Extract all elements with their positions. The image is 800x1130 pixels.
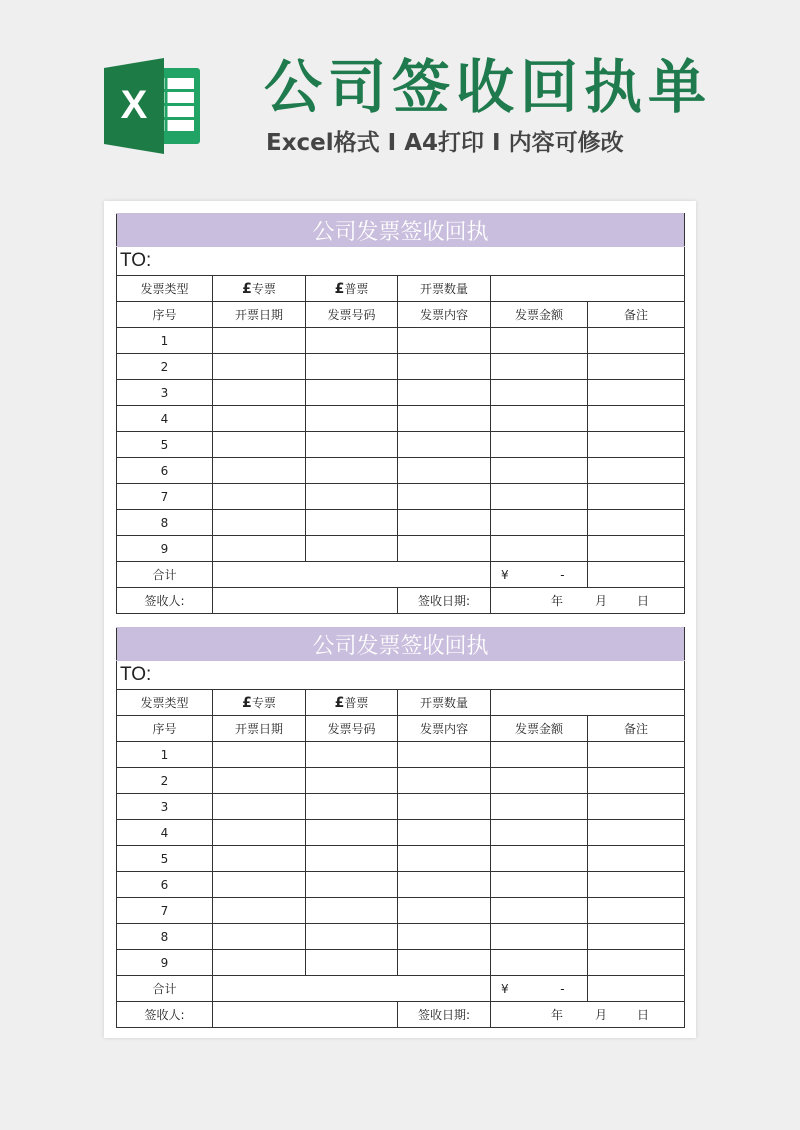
cell[interactable] <box>213 950 306 976</box>
row-number: 9 <box>117 950 213 976</box>
column-header: 发票金额 <box>491 302 588 328</box>
row-number: 4 <box>117 820 213 846</box>
cell[interactable] <box>213 768 306 794</box>
cell[interactable] <box>398 536 491 562</box>
total-blank <box>213 976 491 1002</box>
column-header: 开票日期 <box>213 716 306 742</box>
signature-row <box>117 1002 685 1028</box>
cell[interactable] <box>306 924 398 950</box>
form-title: 公司发票签收回执 <box>117 214 685 247</box>
table-row <box>117 742 685 768</box>
cell[interactable] <box>213 924 306 950</box>
invoice-type-label: 发票类型 <box>117 690 213 716</box>
cell[interactable] <box>398 794 491 820</box>
checkbox-icon[interactable]: £ <box>334 695 345 711</box>
cell[interactable] <box>588 354 685 380</box>
checkbox-icon[interactable]: £ <box>334 281 345 297</box>
cell[interactable] <box>491 510 588 536</box>
cell[interactable] <box>491 742 588 768</box>
receipt-form-1 <box>116 213 685 614</box>
cell[interactable] <box>398 742 491 768</box>
cell[interactable] <box>213 820 306 846</box>
total-label: 合计 <box>117 562 213 588</box>
cell[interactable] <box>306 406 398 432</box>
total-remark[interactable] <box>588 976 685 1002</box>
total-remark[interactable] <box>588 562 685 588</box>
cell[interactable] <box>306 872 398 898</box>
table-row <box>117 328 685 354</box>
row-number: 9 <box>117 536 213 562</box>
row-number: 7 <box>117 484 213 510</box>
row-number: 8 <box>117 510 213 536</box>
column-header: 发票内容 <box>398 302 491 328</box>
cell[interactable] <box>306 484 398 510</box>
cell[interactable] <box>588 406 685 432</box>
cell[interactable] <box>306 536 398 562</box>
cell[interactable] <box>398 898 491 924</box>
cell[interactable] <box>588 742 685 768</box>
total-amount[interactable]: ¥ - <box>491 976 588 1002</box>
cell[interactable] <box>491 898 588 924</box>
invoice-count-cell[interactable] <box>491 690 685 716</box>
table-row <box>117 872 685 898</box>
checkbox-icon[interactable]: £ <box>242 281 252 297</box>
cell[interactable] <box>588 820 685 846</box>
cell[interactable] <box>306 820 398 846</box>
cell[interactable] <box>306 432 398 458</box>
sign-date-field[interactable]: 年 月 日 <box>491 588 685 614</box>
cell[interactable] <box>491 458 588 484</box>
invoice-type-label: 发票类型 <box>117 276 213 302</box>
cell[interactable] <box>588 950 685 976</box>
cell[interactable] <box>306 328 398 354</box>
signer-label: 签收人: <box>117 1002 213 1028</box>
column-header: 序号 <box>117 716 213 742</box>
option-normal-invoice[interactable]: £普票 <box>306 276 398 302</box>
cell[interactable] <box>213 458 306 484</box>
page-title: 公司签收回执单 <box>264 53 713 121</box>
cell[interactable] <box>306 458 398 484</box>
cell[interactable] <box>491 354 588 380</box>
sign-date-label: 签收日期: <box>398 1002 491 1028</box>
table-row <box>117 484 685 510</box>
column-header: 备注 <box>588 302 685 328</box>
table-row <box>117 354 685 380</box>
invoice-count-label: 开票数量 <box>398 690 491 716</box>
cell[interactable] <box>588 768 685 794</box>
cell[interactable] <box>491 484 588 510</box>
cell[interactable] <box>306 846 398 872</box>
cell[interactable] <box>398 510 491 536</box>
row-number: 1 <box>117 328 213 354</box>
cell[interactable] <box>398 354 491 380</box>
invoice-count-label: 开票数量 <box>398 276 491 302</box>
table-row <box>117 794 685 820</box>
cell[interactable] <box>213 432 306 458</box>
cell[interactable] <box>213 872 306 898</box>
cell[interactable] <box>398 406 491 432</box>
cell[interactable] <box>213 484 306 510</box>
table-row <box>117 458 685 484</box>
sign-date-label: 签收日期: <box>398 588 491 614</box>
checkbox-icon[interactable]: £ <box>242 695 252 711</box>
table-row <box>117 380 685 406</box>
option-special-invoice[interactable]: £专票 <box>213 690 306 716</box>
cell[interactable] <box>398 328 491 354</box>
table-row <box>117 536 685 562</box>
cell[interactable] <box>588 924 685 950</box>
logo-letter: X <box>120 83 148 127</box>
column-header: 序号 <box>117 302 213 328</box>
cell[interactable] <box>398 924 491 950</box>
cell[interactable] <box>398 846 491 872</box>
row-number: 7 <box>117 898 213 924</box>
cell[interactable] <box>398 432 491 458</box>
cell[interactable] <box>491 820 588 846</box>
cell[interactable] <box>588 536 685 562</box>
total-blank <box>213 562 491 588</box>
signer-field[interactable] <box>213 1002 398 1028</box>
cell[interactable] <box>491 380 588 406</box>
invoice-count-cell[interactable] <box>491 276 685 302</box>
cell[interactable] <box>213 846 306 872</box>
signature-row <box>117 588 685 614</box>
cell[interactable] <box>306 354 398 380</box>
cell[interactable] <box>588 510 685 536</box>
cell[interactable] <box>588 484 685 510</box>
column-header: 备注 <box>588 716 685 742</box>
table-header-row <box>117 716 685 742</box>
sign-date-field[interactable]: 年 月 日 <box>491 1002 685 1028</box>
cell[interactable] <box>213 794 306 820</box>
row-number: 1 <box>117 742 213 768</box>
cell[interactable] <box>306 950 398 976</box>
row-number: 5 <box>117 432 213 458</box>
cell[interactable] <box>588 458 685 484</box>
cell[interactable] <box>491 432 588 458</box>
cell[interactable] <box>213 406 306 432</box>
row-number: 5 <box>117 846 213 872</box>
cell[interactable] <box>213 354 306 380</box>
table-row <box>117 950 685 976</box>
row-number: 6 <box>117 872 213 898</box>
cell[interactable] <box>588 328 685 354</box>
cell[interactable] <box>398 872 491 898</box>
total-row <box>117 976 685 1002</box>
row-number: 2 <box>117 354 213 380</box>
column-header: 发票金额 <box>491 716 588 742</box>
cell[interactable] <box>213 742 306 768</box>
form-title: 公司发票签收回执 <box>117 628 685 661</box>
cell[interactable] <box>491 794 588 820</box>
cell[interactable] <box>306 768 398 794</box>
cell[interactable] <box>491 406 588 432</box>
option-normal-invoice[interactable]: £普票 <box>306 690 398 716</box>
column-header: 发票号码 <box>306 302 398 328</box>
cell[interactable] <box>306 380 398 406</box>
cell[interactable] <box>398 950 491 976</box>
signer-field[interactable] <box>213 588 398 614</box>
row-number: 4 <box>117 406 213 432</box>
receipt-form-2 <box>116 627 685 1028</box>
table-row <box>117 820 685 846</box>
cell[interactable] <box>398 380 491 406</box>
total-amount[interactable]: ¥ - <box>491 562 588 588</box>
cell[interactable] <box>213 380 306 406</box>
table-row <box>117 406 685 432</box>
cell[interactable] <box>588 794 685 820</box>
cell[interactable] <box>213 510 306 536</box>
row-number: 3 <box>117 794 213 820</box>
page-subtitle: Excel格式 I A4打印 I 内容可修改 <box>266 130 624 156</box>
cell[interactable] <box>213 898 306 924</box>
table-row <box>117 898 685 924</box>
cell[interactable] <box>491 872 588 898</box>
cell[interactable] <box>306 742 398 768</box>
table-row <box>117 924 685 950</box>
cell[interactable] <box>398 458 491 484</box>
table-header-row <box>117 302 685 328</box>
cell[interactable] <box>491 950 588 976</box>
table-row <box>117 510 685 536</box>
cell[interactable] <box>491 536 588 562</box>
excel-logo-icon <box>104 58 204 154</box>
option-special-invoice[interactable]: £专票 <box>213 276 306 302</box>
row-number: 8 <box>117 924 213 950</box>
cell[interactable] <box>306 898 398 924</box>
cell[interactable] <box>491 768 588 794</box>
column-header: 发票内容 <box>398 716 491 742</box>
total-row <box>117 562 685 588</box>
cell[interactable] <box>398 484 491 510</box>
cell[interactable] <box>491 924 588 950</box>
row-number: 6 <box>117 458 213 484</box>
cell[interactable] <box>588 846 685 872</box>
cell[interactable] <box>213 328 306 354</box>
to-field[interactable]: TO: <box>117 661 685 690</box>
total-label: 合计 <box>117 976 213 1002</box>
table-row <box>117 432 685 458</box>
signer-label: 签收人: <box>117 588 213 614</box>
column-header: 发票号码 <box>306 716 398 742</box>
cell[interactable] <box>306 794 398 820</box>
cell[interactable] <box>306 510 398 536</box>
cell[interactable] <box>398 768 491 794</box>
cell[interactable] <box>588 872 685 898</box>
cell[interactable] <box>491 846 588 872</box>
row-number: 2 <box>117 768 213 794</box>
cell[interactable] <box>588 432 685 458</box>
to-field[interactable]: TO: <box>117 247 685 276</box>
cell[interactable] <box>491 328 588 354</box>
row-number: 3 <box>117 380 213 406</box>
cell[interactable] <box>213 536 306 562</box>
column-header: 开票日期 <box>213 302 306 328</box>
table-row <box>117 846 685 872</box>
cell[interactable] <box>588 898 685 924</box>
table-row <box>117 768 685 794</box>
cell[interactable] <box>588 380 685 406</box>
cell[interactable] <box>398 820 491 846</box>
